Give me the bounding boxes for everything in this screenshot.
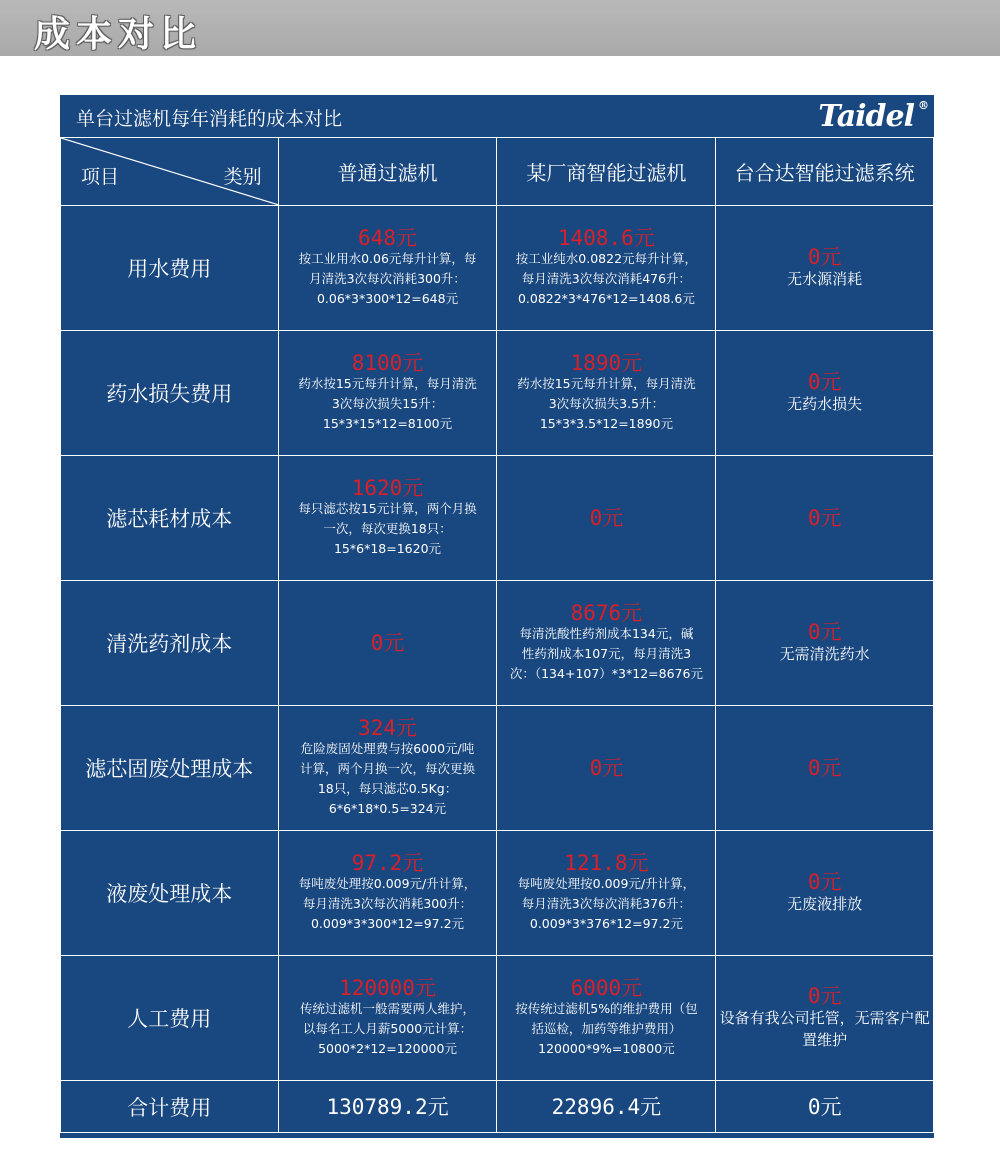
cost-note: 月清洗3次每次消耗300升： <box>309 271 466 286</box>
table-row <box>61 831 934 956</box>
row-label: 滤芯固废处理成本 <box>61 706 279 831</box>
cost-cell-c1 <box>278 706 497 831</box>
cost-note: 15*6*18=1620元 <box>333 541 442 556</box>
cost-value: 0元 <box>370 631 405 655</box>
registered-mark: ® <box>918 99 928 112</box>
row-label: 用水费用 <box>61 206 279 331</box>
cost-note: 无需清洗药水 <box>779 645 870 663</box>
cost-note: 危险废固处理费与按6000元/吨 <box>300 741 475 756</box>
cost-note: 3次每次损失3.5升： <box>548 396 665 411</box>
cost-note: 无药水损失 <box>787 395 863 413</box>
cost-cell-c3 <box>716 456 934 581</box>
brand-logo: Taidel ® <box>818 99 928 134</box>
cost-note: 3次每次损失15升： <box>331 396 444 411</box>
cost-note: 120000*9%=10800元 <box>538 1041 675 1056</box>
total-col-2: 22896.4元 <box>497 1081 716 1133</box>
cost-note: 无水源消耗 <box>787 270 863 288</box>
cost-cell-c2 <box>497 456 716 581</box>
cost-note: 15*3*3.5*12=1890元 <box>539 416 673 431</box>
cost-cell-c1 <box>278 831 497 956</box>
cost-cell-c2 <box>497 581 716 706</box>
cost-value: 324元 <box>358 716 417 740</box>
cost-cell-c2 <box>497 956 716 1081</box>
cost-value: 6000元 <box>570 976 643 1000</box>
cost-value: 0元 <box>589 506 624 530</box>
cost-cell-c3 <box>716 331 934 456</box>
table-row <box>61 331 934 456</box>
cost-note: 计算，两个月换一次，每次更换 <box>300 761 476 776</box>
cost-cell-c1 <box>278 206 497 331</box>
cost-note: 按传统过滤机5%的维护费用（包 <box>515 1001 698 1016</box>
comparison-table <box>60 137 934 1133</box>
page-title: 成本对比 <box>34 14 203 55</box>
cost-value: 1890元 <box>570 351 643 375</box>
cost-note: 次：（134+107）*3*12=8676元 <box>509 666 703 681</box>
cost-note: 按工业用水0.06元每升计算，每 <box>298 251 477 266</box>
cost-cell-c2 <box>497 831 716 956</box>
header-col-3: 台合达智能过滤系统 <box>716 138 934 206</box>
cost-cell-c1 <box>278 581 497 706</box>
cost-value: 97.2元 <box>351 851 424 875</box>
cost-note: 每清洗酸性药剂成本134元，碱 <box>519 626 694 641</box>
cost-cell-c3 <box>716 831 934 956</box>
table-row <box>61 581 934 706</box>
cost-cell-c3 <box>716 206 934 331</box>
cost-note: 每吨废处理按0.009元/升计算， <box>298 876 477 891</box>
cost-cell-c1 <box>278 956 497 1081</box>
cost-cell-c1 <box>278 456 497 581</box>
cost-value: 0元 <box>807 506 842 530</box>
cost-value: 0元 <box>589 756 624 780</box>
cost-value: 0元 <box>807 870 842 894</box>
total-label: 合计费用 <box>61 1081 279 1133</box>
cost-value: 0元 <box>807 620 842 644</box>
cost-cell-c2 <box>497 331 716 456</box>
cost-note: 6*6*18*0.5=324元 <box>328 801 447 816</box>
cost-note: 每月清洗3次每次消耗300升： <box>302 896 473 911</box>
total-col-3: 0元 <box>716 1081 934 1133</box>
cost-cell-c3 <box>716 706 934 831</box>
cost-note: 0.009*3*376*12=97.2元 <box>529 916 683 931</box>
header-col-2: 某厂商智能过滤机 <box>497 138 716 206</box>
cost-note: 括巡检，加药等维护费用） <box>531 1021 682 1036</box>
header-col-1: 普通过滤机 <box>278 138 497 206</box>
cost-note: 传统过滤机一般需要两人维护， <box>300 1001 476 1016</box>
cost-note: 5000*2*12=120000元 <box>318 1041 457 1056</box>
title-bar <box>0 0 1000 56</box>
table-row <box>61 956 934 1081</box>
cost-note: 置维护 <box>802 1031 848 1049</box>
header-item: 项目 <box>81 166 120 188</box>
row-label: 液废处理成本 <box>61 831 279 956</box>
panel-caption: 单台过滤机每年消耗的成本对比 <box>76 108 343 130</box>
row-label: 人工费用 <box>61 956 279 1081</box>
cost-cell-c2 <box>497 206 716 331</box>
cost-value: 648元 <box>358 226 417 250</box>
cost-comparison-panel <box>60 95 934 1138</box>
cost-cell-c1 <box>278 331 497 456</box>
header-corner-cell <box>61 138 279 206</box>
cost-note: 按工业纯水0.0822元每升计算， <box>515 251 698 266</box>
cost-value: 8676元 <box>570 601 643 625</box>
cost-value: 0元 <box>807 245 842 269</box>
row-label: 药水损失费用 <box>61 331 279 456</box>
cost-value: 0元 <box>807 756 842 780</box>
cost-note: 无废液排放 <box>787 895 863 913</box>
cost-note: 以每名工人月薪5000元计算： <box>302 1021 473 1036</box>
cost-note: 15*3*15*12=8100元 <box>322 416 453 431</box>
cost-note: 药水按15元每升计算，每月清洗 <box>298 376 477 391</box>
panel-header <box>60 95 934 137</box>
cost-note: 0.009*3*300*12=97.2元 <box>310 916 465 931</box>
cost-value: 121.8元 <box>564 851 649 875</box>
cost-value: 0元 <box>807 370 842 394</box>
total-row <box>61 1081 934 1133</box>
row-label: 滤芯耗材成本 <box>61 456 279 581</box>
cost-note: 每月清洗3次每次消耗476升： <box>521 271 692 286</box>
cost-note: 一次，每次更换18只： <box>323 521 452 536</box>
cost-value: 1408.6元 <box>557 226 655 250</box>
table-body <box>61 206 934 1081</box>
cost-note: 0.0822*3*476*12=1408.6元 <box>517 291 695 306</box>
cost-note: 性药剂成本107元，每月清洗3 <box>521 646 692 661</box>
cost-note: 每只滤芯按15元计算，两个月换 <box>298 501 477 516</box>
cost-cell-c2 <box>497 706 716 831</box>
cost-note: 药水按15元每升计算，每月清洗 <box>517 376 696 391</box>
header-category: 类别 <box>223 166 262 188</box>
total-col-1: 130789.2元 <box>278 1081 497 1133</box>
table-row <box>61 206 934 331</box>
cost-cell-c3 <box>716 581 934 706</box>
header-row <box>61 138 934 206</box>
cost-note: 0.06*3*300*12=648元 <box>316 291 459 306</box>
row-label: 清洗药剂成本 <box>61 581 279 706</box>
cost-value: 1620元 <box>351 476 424 500</box>
cost-cell-c3 <box>716 956 934 1081</box>
cost-value: 0元 <box>807 984 842 1008</box>
cost-note: 每月清洗3次每次消耗376升： <box>521 896 692 911</box>
cost-note: 设备有我公司托管，无需客户配 <box>719 1009 930 1027</box>
cost-value: 8100元 <box>351 351 424 375</box>
cost-note: 18只，每只滤芯0.5Kg： <box>317 781 458 796</box>
cost-value: 120000元 <box>339 976 436 1000</box>
table-row <box>61 706 934 831</box>
table-row <box>61 456 934 581</box>
cost-note: 每吨废处理按0.009元/升计算， <box>517 876 696 891</box>
